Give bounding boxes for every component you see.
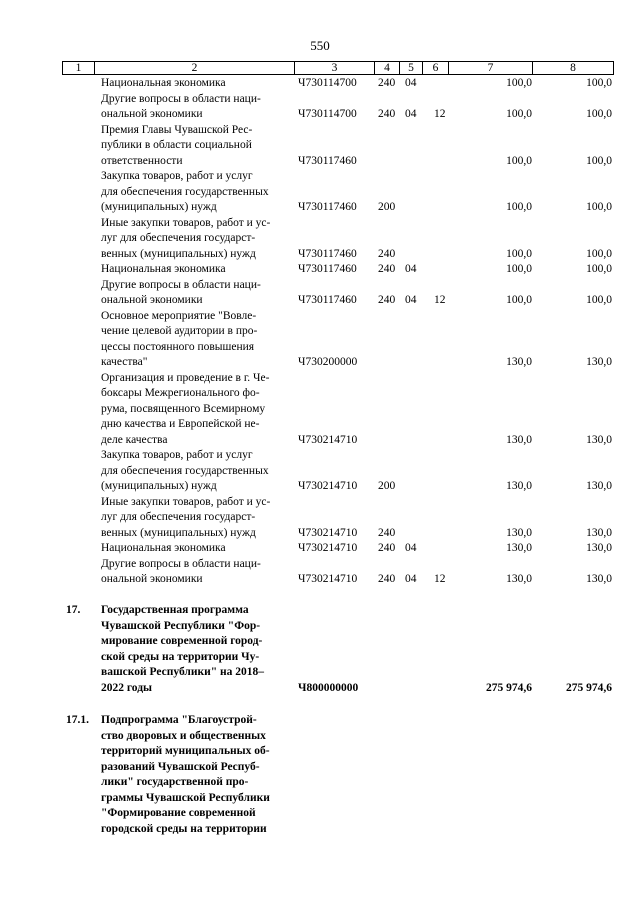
row-name — [101, 169, 289, 216]
section-number: 17.1. — [66, 714, 89, 726]
amount-col-8: 100,0 — [586, 201, 612, 213]
row-name-line: ской среды на территории Чу- — [101, 650, 260, 663]
target-code: Ч730214710 — [298, 542, 358, 554]
row-name-line: для обеспечения государственных — [101, 185, 269, 198]
row-name-line: 2022 годы — [101, 681, 153, 694]
section-code: 04 — [405, 294, 417, 306]
row-name-line: цессы постоянного повышения — [101, 340, 255, 353]
row-name — [101, 495, 289, 542]
section-code: 04 — [405, 108, 417, 120]
amount-col-8: 130,0 — [586, 433, 612, 446]
amount-col-8: 130,0 — [586, 356, 612, 368]
row-name — [101, 92, 289, 123]
target-code: Ч730214710 — [298, 573, 358, 585]
expense-type: 200 — [378, 480, 396, 492]
row-name — [101, 448, 289, 495]
row-name — [101, 371, 289, 449]
row-name-line: разований Чувашской Респуб- — [101, 760, 260, 773]
row-name-line: луг для обеспечения государст- — [101, 232, 256, 244]
amount-col-7: 130,0 — [506, 542, 532, 554]
row-name-line: лики" государственной про- — [101, 776, 249, 788]
row-name-line: чение целевой аудитории в про- — [101, 325, 258, 337]
amount-col-8: 100,0 — [586, 247, 612, 260]
target-code: Ч730214710 — [298, 480, 358, 492]
row-name — [101, 216, 289, 263]
row-name-line: (муниципальных) нужд — [101, 201, 217, 213]
amount-col-7: 100,0 — [506, 77, 532, 89]
target-code: Ч730117460 — [298, 201, 357, 213]
row-name-line: Другие вопросы в области наци- — [101, 278, 261, 291]
target-code: Ч730214710 — [298, 526, 358, 539]
target-code: Ч730117460 — [298, 263, 357, 275]
row-name-line: ональной экономики — [101, 294, 203, 306]
target-code: Ч730117460 — [298, 294, 357, 306]
row-name — [101, 278, 289, 309]
amount-col-7: 130,0 — [506, 480, 532, 492]
row-name-line: Закупка товаров, работ и услуг — [101, 170, 253, 182]
row-name-line: вашской Республики" на 2018– — [101, 666, 264, 678]
row-name-line: деле качества — [101, 433, 168, 446]
row-name-line: Закупка товаров, работ и услуг — [101, 449, 253, 461]
row-name-line: ональной экономики — [101, 108, 203, 120]
column-header-3: 3 — [295, 62, 375, 75]
column-header-table — [62, 61, 614, 75]
row-name-line: публики в области социальной — [101, 139, 252, 151]
row-name-line: граммы Чувашской Республики — [101, 791, 270, 804]
column-header-5: 5 — [400, 62, 423, 75]
target-code: Ч730114700 — [298, 108, 357, 120]
row-name-line: Национальная экономика — [101, 263, 226, 275]
row-name — [101, 557, 289, 588]
section-code: 04 — [405, 542, 417, 554]
amount-col-8: 100,0 — [586, 263, 612, 275]
column-header-2: 2 — [95, 62, 295, 75]
row-name-line: рума, посвященного Всемирному — [101, 402, 266, 415]
row-name-line: Подпрограмма "Благоустрой- — [101, 714, 257, 726]
expense-type: 240 — [378, 573, 396, 585]
column-header-4: 4 — [375, 62, 400, 75]
amount-col-7: 130,0 — [506, 433, 532, 446]
expense-type: 240 — [378, 294, 396, 306]
amount-col-8: 100,0 — [586, 154, 612, 167]
row-name-line: мирование современной город- — [101, 635, 263, 647]
row-name-line: Другие вопросы в области наци- — [101, 557, 261, 570]
amount-col-8: 130,0 — [586, 542, 612, 554]
row-name-line: Национальная экономика — [101, 542, 226, 554]
subsection-code: 12 — [434, 573, 446, 585]
amount-col-7: 130,0 — [506, 573, 532, 585]
target-code: Ч800000000 — [298, 681, 359, 694]
amount-col-7: 100,0 — [506, 154, 532, 167]
amount-col-7: 275 974,6 — [486, 681, 532, 694]
row-name-line: "Формирование современной — [101, 807, 256, 819]
row-name-line: боксары Межрегионального фо- — [101, 387, 260, 399]
amount-col-8: 275 974,6 — [566, 681, 612, 694]
subsection-code: 12 — [434, 294, 446, 306]
row-name-line: венных (муниципальных) нужд — [101, 526, 256, 539]
row-name — [101, 76, 289, 92]
row-name-line: луг для обеспечения государст- — [101, 511, 256, 523]
row-name-line: венных (муниципальных) нужд — [101, 247, 256, 260]
expense-type: 200 — [378, 201, 396, 213]
row-name-line: Другие вопросы в области наци- — [101, 92, 261, 105]
amount-col-7: 100,0 — [506, 108, 532, 120]
row-name-line: для обеспечения государственных — [101, 464, 269, 477]
target-code: Ч730114700 — [298, 77, 357, 89]
column-header-1: 1 — [63, 62, 95, 75]
expense-type: 240 — [378, 77, 396, 89]
column-header-row — [63, 62, 614, 75]
row-name-line: ональной экономики — [101, 573, 203, 585]
row-name-line: (муниципальных) нужд — [101, 480, 217, 492]
section-code: 04 — [405, 263, 417, 275]
target-code: Ч730117460 — [298, 247, 357, 260]
column-header-6: 6 — [423, 62, 449, 75]
expense-type: 240 — [378, 526, 396, 539]
amount-col-7: 100,0 — [506, 201, 532, 213]
row-name-line: ство дворовых и общественных — [101, 729, 266, 742]
row-name-line: городской среды на территории — [101, 822, 267, 835]
row-name-line: дню качества и Европейской не- — [101, 418, 260, 430]
amount-col-7: 100,0 — [506, 247, 532, 260]
column-header-7: 7 — [449, 62, 533, 75]
target-code: Ч730117460 — [298, 154, 357, 167]
page-number: 550 — [310, 38, 330, 53]
row-name-line: Премия Главы Чувашской Рес- — [101, 123, 253, 136]
row-name-line: Национальная экономика — [101, 77, 226, 89]
row-name-line: ответственности — [101, 154, 183, 167]
subsection-code: 12 — [434, 108, 446, 120]
amount-col-8: 130,0 — [586, 526, 612, 539]
row-name — [101, 603, 289, 696]
row-name — [101, 713, 289, 837]
row-name — [101, 262, 289, 278]
row-name-line: качества" — [101, 356, 148, 368]
row-name-line: Организация и проведение в г. Че- — [101, 371, 270, 384]
amount-col-8: 100,0 — [586, 77, 612, 89]
row-name-line: Чувашской Республики "Фор- — [101, 619, 261, 632]
row-name-line: Иные закупки товаров, работ и ус- — [101, 216, 271, 229]
row-name — [101, 541, 289, 557]
amount-col-7: 100,0 — [506, 294, 532, 306]
expense-type: 240 — [378, 247, 396, 260]
amount-col-7: 130,0 — [506, 356, 532, 368]
amount-col-8: 100,0 — [586, 108, 612, 120]
target-code: Ч730200000 — [298, 356, 358, 368]
expense-type: 240 — [378, 542, 396, 554]
expense-type: 240 — [378, 263, 396, 275]
amount-col-8: 130,0 — [586, 573, 612, 585]
row-name-line: Основное мероприятие "Вовле- — [101, 309, 257, 322]
amount-col-8: 100,0 — [586, 294, 612, 306]
row-name-line: Государственная программа — [101, 604, 249, 616]
row-name-line: территорий муниципальных об- — [101, 745, 270, 757]
row-name — [101, 309, 289, 371]
amount-col-8: 130,0 — [586, 480, 612, 492]
column-header-8: 8 — [533, 62, 614, 75]
row-name-line: Иные закупки товаров, работ и ус- — [101, 495, 271, 508]
section-number: 17. — [66, 604, 81, 616]
expense-type: 240 — [378, 108, 396, 120]
amount-col-7: 100,0 — [506, 263, 532, 275]
target-code: Ч730214710 — [298, 433, 358, 446]
section-code: 04 — [405, 77, 417, 89]
amount-col-7: 130,0 — [506, 526, 532, 539]
row-name — [101, 123, 289, 170]
section-code: 04 — [405, 573, 417, 585]
